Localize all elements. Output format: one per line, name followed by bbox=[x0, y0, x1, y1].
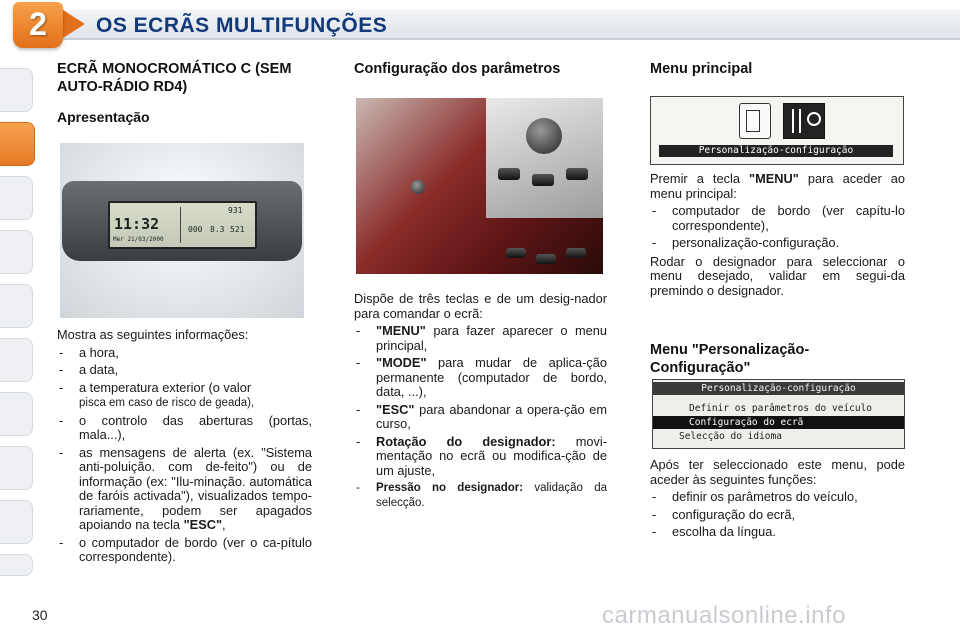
main-menu-screen bbox=[650, 96, 904, 165]
middle-column bbox=[354, 60, 607, 78]
chapter-tab-1[interactable] bbox=[0, 68, 33, 112]
lcd-date: Mer 21/03/2000 bbox=[113, 236, 164, 243]
chapter-tab bbox=[13, 2, 63, 48]
chapter-tab-2-active[interactable] bbox=[0, 122, 35, 166]
config-option-language: Selecção do idioma bbox=[679, 431, 782, 442]
chapter-sidebar bbox=[0, 60, 36, 580]
config-screen-title: Personalização-configuração bbox=[653, 382, 904, 395]
config-functions-list bbox=[650, 490, 905, 540]
lcd-value-1: 000 bbox=[188, 225, 203, 234]
right-column-body bbox=[650, 172, 905, 298]
menu-instructions: Premir a tecla "MENU" para aceder ao menu principal: bbox=[650, 171, 905, 201]
middle-column-body bbox=[354, 292, 607, 510]
list-item: - configuração do ecrã, bbox=[652, 506, 796, 522]
lcd-value-3: 521 bbox=[230, 225, 245, 234]
console-key-2 bbox=[536, 254, 556, 264]
list-item: - o computador de bordo (ver o ca-pítulo correspondente). bbox=[59, 534, 312, 564]
console-key-3 bbox=[566, 248, 586, 258]
lcd-screen bbox=[108, 201, 257, 249]
section-heading-display: ECRÃ MONOCROMÁTICO C (SEM AUTO-RÁDIO RD4) bbox=[57, 61, 292, 95]
controls-intro: Dispõe de três teclas e de um desig-nador para comandar o ecrã: bbox=[354, 291, 607, 321]
mode-key bbox=[532, 174, 554, 186]
list-item: - a temperatura exterior (o valor pisca em caso de risco de geada), bbox=[59, 379, 255, 409]
left-column-body bbox=[57, 328, 312, 565]
controls-list bbox=[354, 324, 607, 510]
display-photo bbox=[60, 143, 304, 318]
chapter-tab-10[interactable] bbox=[0, 554, 33, 576]
controls-photo bbox=[356, 98, 603, 274]
chapter-tab-9[interactable] bbox=[0, 500, 33, 544]
page-number: 30 bbox=[32, 607, 48, 623]
watermark: carmanualsonline.info bbox=[602, 602, 846, 629]
list-item: - a hora, bbox=[59, 344, 119, 360]
right-column-functions bbox=[650, 458, 905, 540]
chapter-tab-6[interactable] bbox=[0, 338, 33, 382]
console-knob bbox=[411, 180, 425, 194]
list-item: - personalização-configuração. bbox=[652, 235, 840, 250]
chapter-tab-5[interactable] bbox=[0, 284, 33, 328]
menu-bar-label: Personalização-configuração bbox=[659, 145, 893, 157]
list-item: - Pressão no designador: validação da selecção. bbox=[356, 482, 607, 509]
main-menu-list bbox=[650, 204, 905, 251]
chapter-tab-7[interactable] bbox=[0, 392, 33, 436]
page-title: OS ECRÃS MULTIFUNÇÕES bbox=[96, 14, 388, 37]
header-notch bbox=[63, 10, 85, 38]
list-item: - a data, bbox=[59, 362, 119, 377]
config-option-screen: Configuração do ecrã bbox=[653, 416, 904, 429]
settings-sliders-icon bbox=[783, 103, 825, 139]
config-intro: Após ter seleccionado este menu, pode aceder às seguintes funções: bbox=[650, 457, 905, 487]
chapter-tab-3[interactable] bbox=[0, 176, 33, 220]
list-item: - "ESC" para abandonar a opera-ção em curso, bbox=[356, 401, 607, 431]
section-heading-config-menu: Menu "Personalização-Configuração" bbox=[650, 342, 810, 376]
lcd-value-2: 8.3 bbox=[210, 225, 225, 234]
chapter-number: 2 bbox=[29, 6, 47, 42]
fuel-pump-icon bbox=[739, 103, 771, 139]
controls-closeup bbox=[486, 98, 603, 218]
lcd-right-value: 931 bbox=[228, 206, 243, 215]
page-header bbox=[0, 0, 960, 48]
list-item: - as mensagens de alerta (ex. "Sistema anti-poluição. com de-feito") ou de informação (ex: "Ilu-minação. automática de faróis activada"), visualizados tempo-rariamente, podem ser apagados apoiando na tecla "ESC", bbox=[59, 444, 312, 532]
subheading-presentation: Apresentação bbox=[57, 109, 150, 125]
info-list bbox=[57, 346, 312, 565]
designator-knob bbox=[526, 118, 562, 154]
list-item: - computador de bordo (ver capítu-lo correspondente), bbox=[652, 203, 905, 233]
info-intro: Mostra as seguintes informações: bbox=[57, 327, 249, 342]
section-heading-main-menu: Menu principal bbox=[650, 61, 753, 77]
list-item: - Rotação do designador: movi-mentação no ecrã ou modifica-ção de um ajuste, bbox=[356, 433, 607, 478]
console-key-1 bbox=[506, 248, 526, 258]
section-heading-parameters: Configuração dos parâmetros bbox=[354, 61, 561, 77]
designator-instructions: Rodar o designador para seleccionar o menu desejado, validar em segui-da premindo o designador. bbox=[650, 253, 905, 298]
list-item: - "MODE" para mudar de aplica-ção permanente (computador de bordo, data, ...), bbox=[356, 355, 607, 399]
chapter-tab-8[interactable] bbox=[0, 446, 33, 490]
list-item: - "MENU" para fazer aparecer o menu principal, bbox=[356, 323, 607, 353]
lcd-divider bbox=[180, 207, 181, 243]
lcd-time: 11:32 bbox=[114, 215, 160, 233]
esc-key bbox=[566, 168, 588, 180]
right-column bbox=[650, 60, 905, 78]
list-item: - o controlo das aberturas (portas, mala...), bbox=[59, 412, 312, 442]
left-column bbox=[57, 60, 312, 126]
list-item: - escolha da língua. bbox=[652, 524, 776, 539]
chapter-tab-4[interactable] bbox=[0, 230, 33, 274]
config-option-vehicle: Definir os parâmetros do veículo bbox=[689, 403, 873, 414]
right-column-config bbox=[650, 341, 905, 377]
list-item: - definir os parâmetros do veículo, bbox=[652, 489, 858, 504]
menu-key bbox=[498, 168, 520, 180]
config-menu-screen bbox=[652, 379, 905, 449]
